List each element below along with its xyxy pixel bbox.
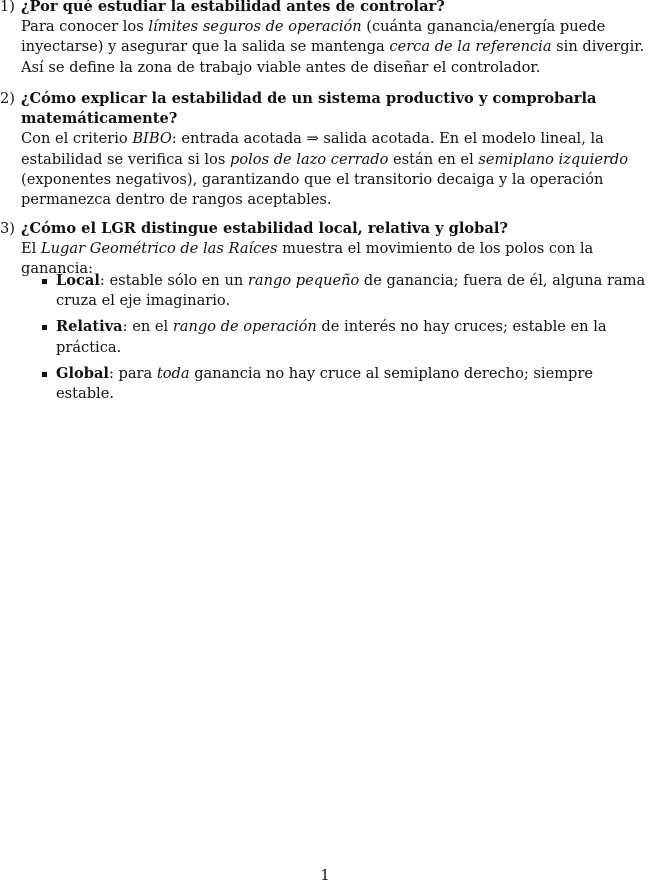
text-run: : en el (122, 318, 173, 336)
text-run: de interés no hay cruces; estable en la práctica. (56, 318, 607, 356)
item-content (21, 89, 650, 210)
answer-paragraph (21, 129, 650, 210)
text-run: de ganancia; fuera de él, alguna rama cruza el eje imaginario. (56, 272, 646, 310)
emphasis-run: rango pequeño (247, 272, 360, 289)
text-run: ganancia no hay cruce al semiplano derecho; siempre estable. (56, 364, 594, 403)
text-run: (exponentes negativos), garantizando que el transitorio decaiga y la operación permanezca dentro de rangos aceptables. (21, 170, 604, 209)
emphasis-run: semiplano izquierdo (478, 150, 629, 168)
item-number: 3) (0, 220, 15, 237)
item-number: 2) (0, 90, 15, 107)
emphasis-run: toda (156, 364, 190, 382)
text-run: sin divergir. Así se define la zona de trabajo viable antes de diseñar el controlador. (21, 38, 645, 76)
list-item (21, 271, 650, 311)
text-run: están en el (388, 150, 479, 168)
question-heading: ¿Por qué estudiar la estabilidad antes de controlar? (21, 0, 445, 15)
emphasis-run: cerca de la referencia (389, 38, 552, 56)
list-item (21, 317, 650, 357)
emphasis-run: rango de operación (172, 318, 317, 336)
text-run: (cuánta ganancia/energía puede inyectarse) y asegurar que la salida se mantenga (21, 18, 606, 56)
question-heading: ¿Cómo el LGR distingue estabilidad local, relativa y global? (21, 220, 508, 237)
stability-types-list (21, 271, 650, 404)
emphasis-run: límites seguros de operación (148, 18, 362, 36)
bullet-square-icon (42, 279, 47, 284)
text-run: : estable sólo en un (99, 272, 248, 289)
text-run: : para (108, 364, 157, 382)
item-number: 1) (0, 0, 15, 15)
text-run: Con el criterio (21, 130, 133, 148)
answer-paragraph (21, 17, 650, 78)
emphasis-run: polos de lazo cerrado (229, 150, 389, 168)
text-run: Para conocer los (21, 18, 149, 36)
bullet-square-icon (42, 325, 47, 330)
text-run: muestra el movimiento de los polos con la ganancia: (21, 240, 594, 278)
text-run: El (21, 240, 41, 258)
bullet-square-icon (42, 372, 47, 377)
page-number: 1 (320, 867, 330, 884)
list-item (21, 364, 650, 404)
emphasis-run: BIBO (132, 130, 172, 148)
emphasis-run: Lugar Geométrico de las Raíces (40, 240, 278, 258)
term-label: Relativa (56, 318, 123, 336)
question-heading: ¿Cómo explicar la estabilidad de un sistema productivo y comprobarla matemáticamente? (21, 90, 597, 128)
term-label: Global (56, 364, 109, 382)
text-run: : entrada acotada ⇒ salida acotada. En el modelo lineal, la estabilidad se verifica si los (21, 130, 604, 168)
item-content (21, 0, 650, 78)
term-label: Local (56, 272, 100, 289)
